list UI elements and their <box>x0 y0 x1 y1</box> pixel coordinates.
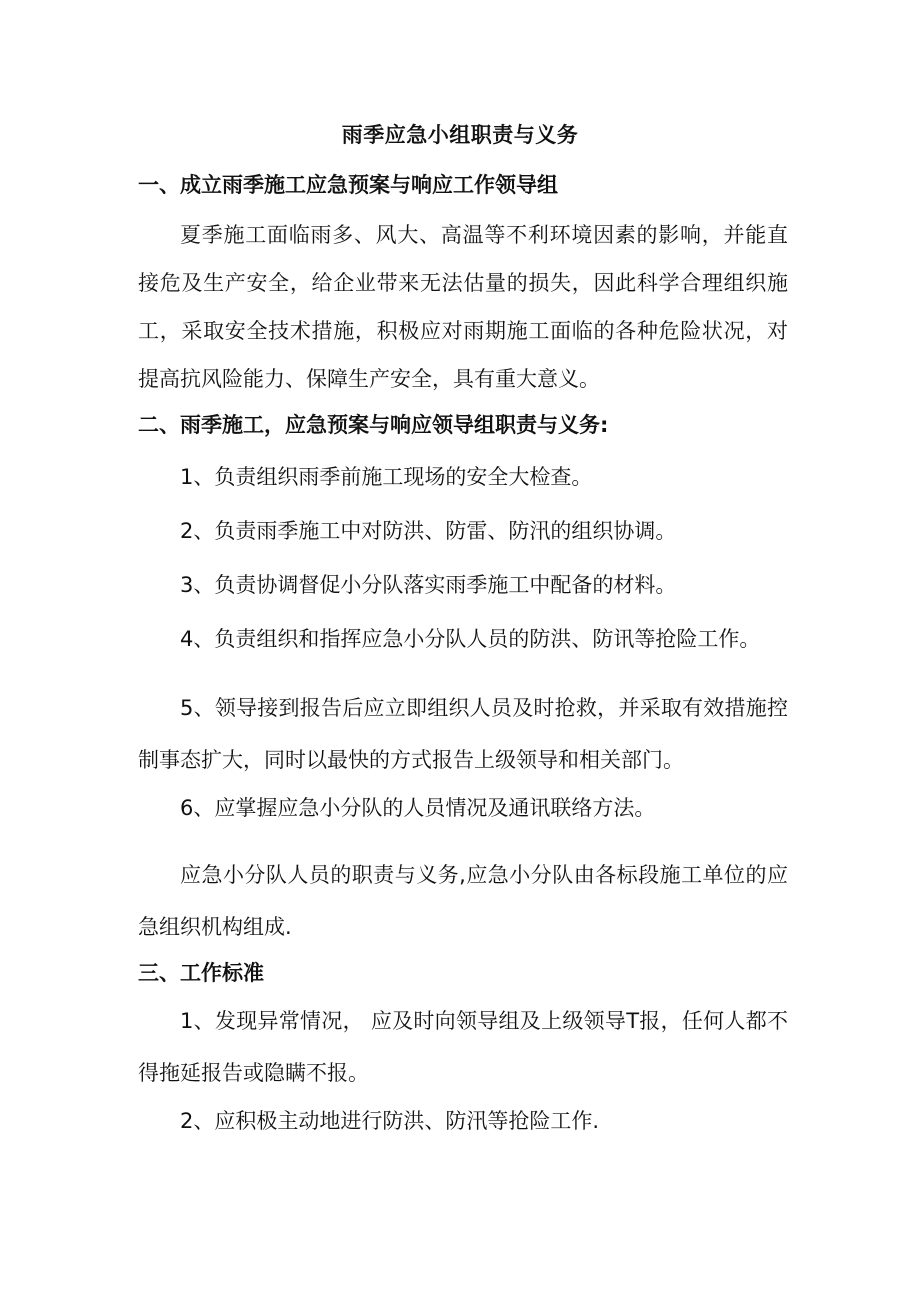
section-2-item-3: 3、负责协调督促小分队落实雨季施工中配备的材料。 <box>180 573 677 597</box>
section-3-item-1: 1、发现异常情况， 应及时向领导组及上级领导T报，任何人都不得拖延报告或隐瞒不报。 <box>138 1009 788 1085</box>
section-3-item-2: 2、应积极主动地进行防洪、防汛等抢险工作. <box>180 1109 600 1133</box>
section-2-note: 应急小分队人员的职责与义务,应急小分队由各标段施工单位的应急组织机构组成. <box>138 863 788 939</box>
document-title: 雨季应急小组职责与义务 <box>341 123 579 147</box>
section-1-paragraph: 夏季施工面临雨多、风大、高温等不利环境因素的影响，并能直接危及生产安全，给企业带来无法估量的损失，因此科学合理组织施工，采取安全技术措施，积极应对雨期施工面临的各种危险状况，对提高抗风险能力、保障生产安全，具有重大意义。 <box>138 223 788 391</box>
section-2-item-5: 5、领导接到报告后应立即组织人员及时抢救，并采取有效措施控制事态扩大，同时以最快的方式报告上级领导和相关部门。 <box>138 696 788 772</box>
section-1-heading: 一、成立雨季施工应急预案与响应工作领导组 <box>138 173 558 197</box>
section-3-heading: 三、工作标准 <box>138 961 264 985</box>
section-2-item-4: 4、负责组织和指挥应急小分队人员的防洪、防讯等抢险工作。 <box>180 627 761 651</box>
section-2-heading: 二、雨季施工，应急预案与响应领导组职责与义务: <box>138 413 609 437</box>
section-2-item-6: 6、应掌握应急小分队的人员情况及通讯联络方法。 <box>180 796 656 820</box>
section-2-item-2: 2、负责雨季施工中对防洪、防雷、防汛的组织协调。 <box>180 519 677 543</box>
section-2-item-1: 1、负责组织雨季前施工现场的安全大检查。 <box>180 465 593 489</box>
